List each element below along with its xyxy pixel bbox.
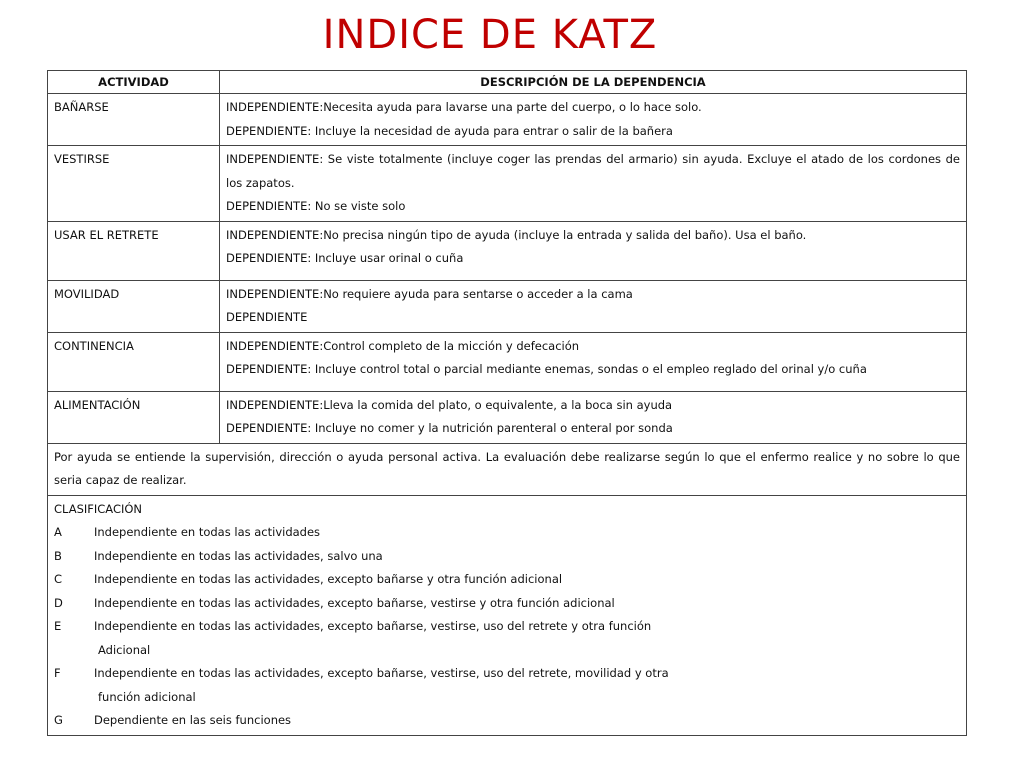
classification-letter: A (54, 525, 62, 539)
activity-cell: VESTIRSE (48, 146, 220, 222)
dependent-text: DEPENDIENTE: No se viste solo (226, 199, 406, 213)
description-cell (220, 332, 967, 391)
description-cell (220, 280, 967, 332)
classification-item (54, 568, 960, 592)
classification-text: Independiente en todas las actividades, excepto bañarse, vestirse, uso del retrete y otra función (94, 619, 652, 633)
classification-text: Dependiente en las seis funciones (94, 713, 292, 727)
classification-text: Independiente en todas las actividades (94, 525, 321, 539)
classification-continuation: función adicional (98, 689, 196, 704)
independent-text: INDEPENDIENTE:Control completo de la micción y defecación (226, 338, 580, 353)
table-row (48, 94, 967, 146)
classification-item (54, 615, 960, 639)
classification-letter: G (54, 713, 63, 727)
classification-item (54, 709, 960, 733)
dependent-text: DEPENDIENTE: Incluye control total o parcial mediante enemas, sondas o el empleo reglado del orinal y/o cuña (226, 362, 867, 376)
katz-table (47, 70, 967, 736)
header-actividad: ACTIVIDAD (48, 71, 220, 94)
classification-text: Independiente en todas las actividades, excepto bañarse y otra función adicional (94, 572, 563, 586)
classification-item (54, 662, 960, 686)
classification-text: Independiente en todas las actividades, excepto bañarse, vestirse, uso del retrete, movilidad y otra (94, 666, 669, 680)
dependent-text: DEPENDIENTE (226, 310, 308, 324)
classification-letter: C (54, 572, 63, 586)
activity-cell: MOVILIDAD (48, 280, 220, 332)
classification-row (48, 495, 967, 735)
header-descripcion: DESCRIPCIÓN DE LA DEPENDENCIA (220, 71, 967, 94)
description-cell (220, 391, 967, 443)
classification-item (54, 545, 960, 569)
dependent-text: DEPENDIENTE: Incluye usar orinal o cuña (226, 251, 464, 265)
classification-letter: F (54, 666, 61, 680)
classification-cell (48, 495, 967, 735)
activity-cell: BAÑARSE (48, 94, 220, 146)
dependent-text: DEPENDIENTE: Incluye la necesidad de ayuda para entrar o salir de la bañera (226, 123, 673, 138)
classification-item (54, 592, 960, 616)
classification-item (54, 521, 960, 545)
activity-cell: ALIMENTACIÓN (48, 391, 220, 443)
table-row (48, 221, 967, 280)
table-row (48, 280, 967, 332)
independent-text: INDEPENDIENTE:No requiere ayuda para sentarse o acceder a la cama (226, 286, 633, 301)
activity-cell: USAR EL RETRETE (48, 221, 220, 280)
table-row (48, 146, 967, 222)
note-row (48, 443, 967, 495)
classification-letter: E (54, 619, 62, 633)
independent-text: INDEPENDIENTE:Lleva la comida del plato, o equivalente, a la boca sin ayuda (226, 397, 673, 412)
independent-text: INDEPENDIENTE: Se viste totalmente (incluye coger las prendas del armario) sin ayuda. Excluye el atado de los cordones de los zapatos. (226, 152, 960, 190)
table-row (48, 391, 967, 443)
page-title: INDICE DE KATZ (322, 12, 658, 58)
table-row (48, 332, 967, 391)
description-cell (220, 221, 967, 280)
description-cell (220, 94, 967, 146)
note-text: Por ayuda se entiende la supervisión, dirección o ayuda personal activa. La evaluación debe realizarse según lo que el enfermo realice y no sobre lo que seria capaz de realizar. (48, 443, 967, 495)
independent-text: INDEPENDIENTE:No precisa ningún tipo de ayuda (incluye la entrada y salida del baño). Usa el baño. (226, 227, 807, 242)
classification-letter: D (54, 595, 63, 610)
classification-text: Independiente en todas las actividades, salvo una (94, 548, 383, 563)
classification-letter: B (54, 548, 62, 563)
header-row (48, 71, 967, 94)
dependent-text: DEPENDIENTE: Incluye no comer y la nutrición parenteral o enteral por sonda (226, 421, 673, 435)
independent-text: INDEPENDIENTE:Necesita ayuda para lavarse una parte del cuerpo, o lo hace solo. (226, 100, 702, 114)
activity-cell: CONTINENCIA (48, 332, 220, 391)
classification-heading: CLASIFICACIÓN (54, 501, 143, 516)
classification-continuation: Adicional (98, 642, 151, 657)
classification-text: Independiente en todas las actividades, excepto bañarse, vestirse y otra función adicional (94, 595, 615, 610)
description-cell (220, 146, 967, 222)
